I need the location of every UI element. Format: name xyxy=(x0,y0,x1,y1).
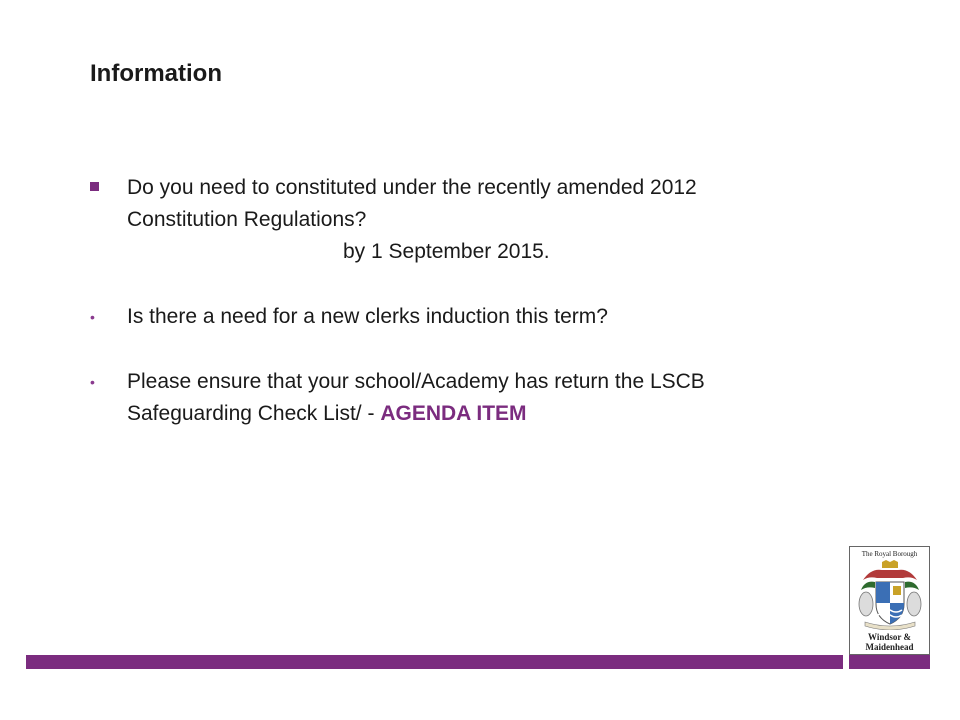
logo-line-windsor: Windsor & xyxy=(868,632,911,642)
agenda-item-highlight: AGENDA ITEM xyxy=(380,402,527,425)
round-bullet-icon: • xyxy=(90,374,95,390)
coat-of-arms-icon xyxy=(857,560,923,630)
bullet-text-line: Please ensure that your school/Academy has return the LSCB xyxy=(127,370,705,393)
logo-top-text: The Royal Borough xyxy=(861,550,918,558)
round-bullet-icon: • xyxy=(90,309,95,325)
deadline-text: by 1 September 2015. xyxy=(343,240,550,263)
bullet-text-line: Do you need to constituted under the recently amended 2012 xyxy=(127,176,697,199)
bullet-item-lscb-checklist xyxy=(90,366,890,430)
bullet-item-constitution xyxy=(90,172,890,268)
footer-bar-end xyxy=(849,655,930,669)
bullet-item-clerks-induction xyxy=(90,301,890,333)
bullet-text-segment: Safeguarding Check List/ - xyxy=(127,402,381,425)
logo-bottom-text xyxy=(850,632,929,652)
bullet-text-line: Is there a need for a new clerks induction this term? xyxy=(127,305,608,328)
square-bullet-icon xyxy=(90,182,99,191)
bullet-list xyxy=(90,172,890,430)
bullet-text-line xyxy=(127,398,890,430)
council-logo xyxy=(849,546,930,655)
bullet-text-line: Constitution Regulations? xyxy=(127,208,367,231)
footer-bar xyxy=(26,655,843,669)
slide-title: Information xyxy=(90,60,222,87)
logo-line-maidenhead: Maidenhead xyxy=(865,642,914,652)
